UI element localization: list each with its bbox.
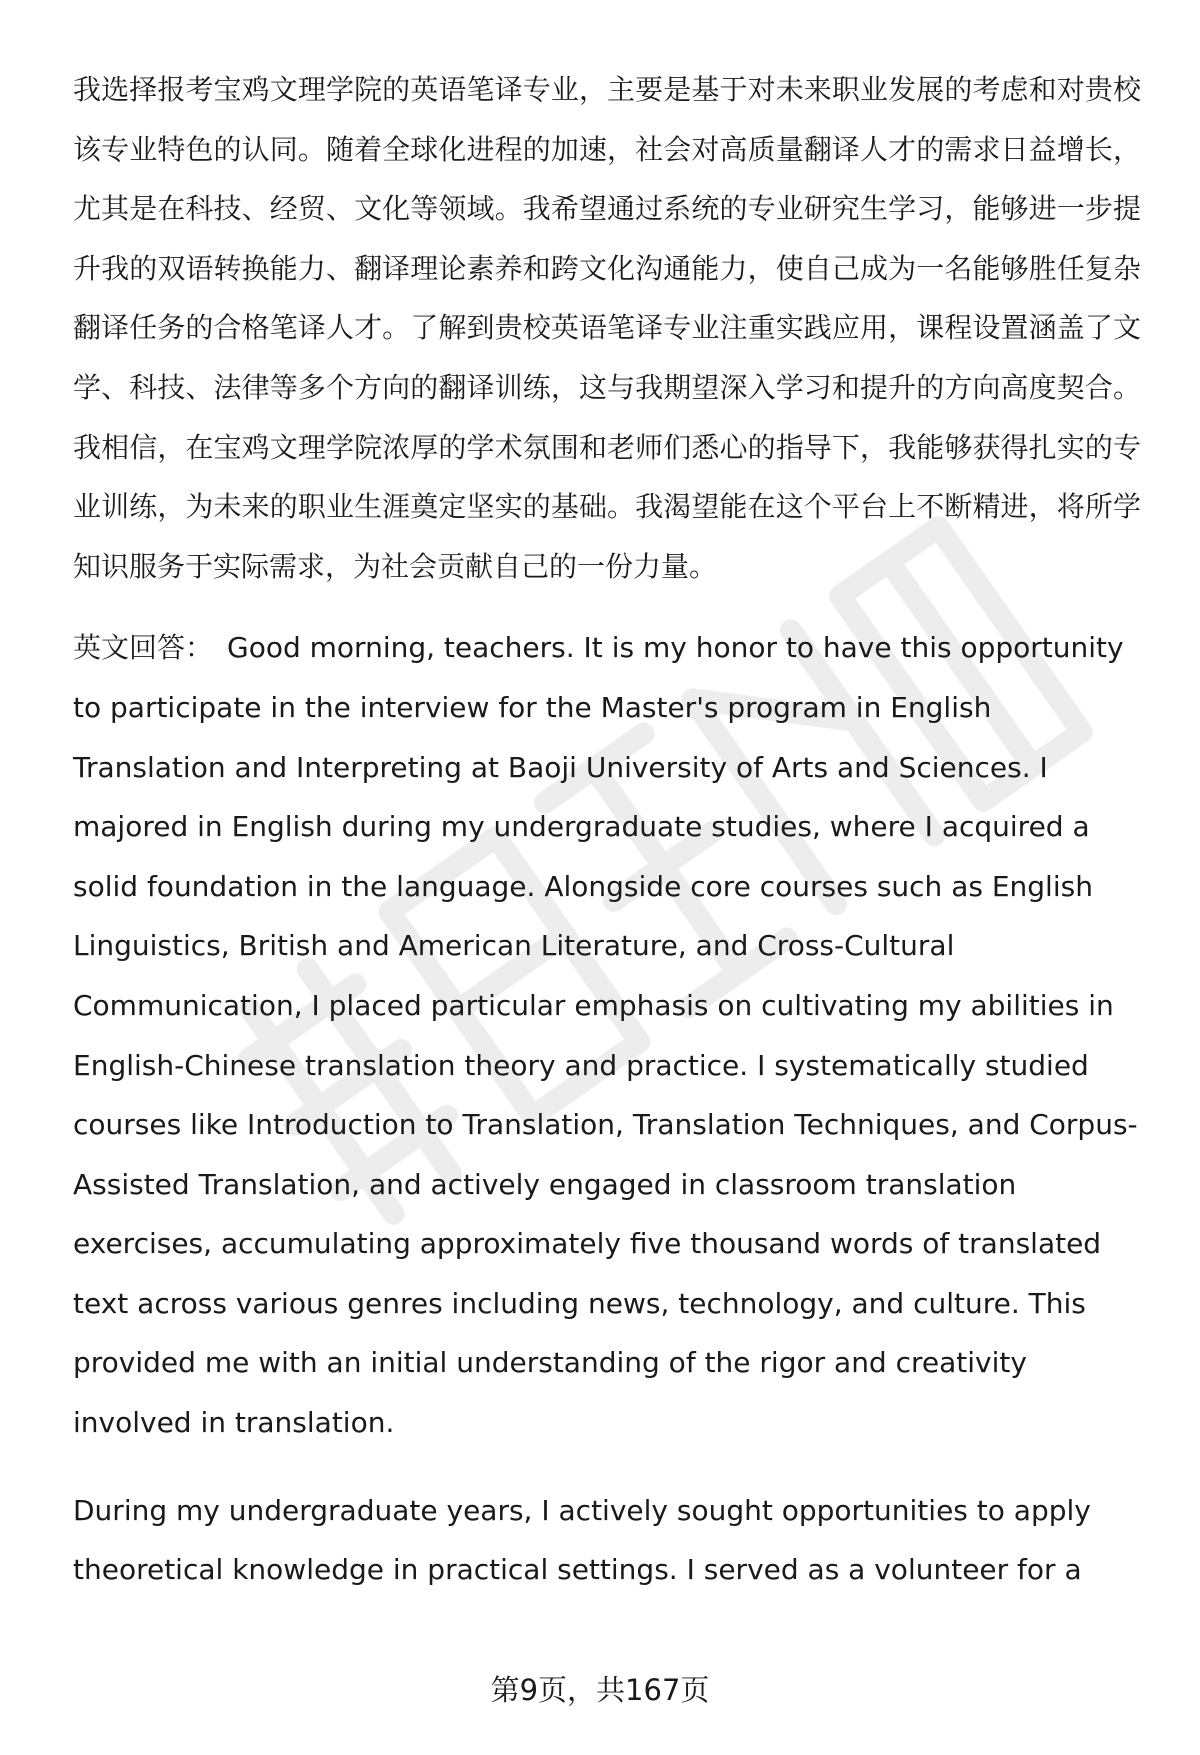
page-number: 第9页，共167页 [490, 1673, 710, 1707]
english-answer-paragraph [73, 618, 1141, 1452]
document-body [73, 60, 1141, 1600]
english-answer-text: Good morning, teachers. It is my honor to have this opportunity to participate in the interview for the Master's program in English Translation and Interpreting at Baoji University of Arts and Sciences. I majored in English during my undergraduate studies, where I acquired a solid foundation in the language. Alongside core courses such as English Linguistics, British and American Literature, and Cross-Cultural Communication, I placed particular emphasis on cultivating my abilities in English-Chinese translation theory and practice. I systematically studied courses like Introduction to Translation, Translation Techniques, and Corpus-Assisted Translation, and actively engaged in classroom translation exercises, accumulating approximately five thousand words of translated text across various genres including news, technology, and culture. This provided me with an initial understanding of the rigor and creativity involved in translation. [73, 631, 1138, 1440]
chinese-paragraph: 我选择报考宝鸡文理学院的英语笔译专业，主要是基于对未来职业发展的考虑和对贵校该专业特色的认同。随着全球化进程的加速，社会对高质量翻译人才的需求日益增长，尤其是在科技、经贸、文化等领域。我希望通过系统的专业研究生学习，能够进一步提升我的双语转换能力、翻译理论素养和跨文化沟通能力，使自己成为一名能够胜任复杂翻译任务的合格笔译人才。了解到贵校英语笔译专业注重实践应用，课程设置涵盖了文学、科技、法律等多个方向的翻译训练，这与我期望深入学习和提升的方向高度契合。我相信，在宝鸡文理学院浓厚的学术氛围和老师们悉心的指导下，我能够获得扎实的专业训练，为未来的职业生涯奠定坚实的基础。我渴望能在这个平台上不断精进，将所学知识服务于实际需求，为社会贡献自己的一份力量。 [73, 73, 1141, 583]
answer-label: 英文回答： [73, 631, 214, 665]
english-paragraph-2: During my undergraduate years, I actively sought opportunities to apply theoretical knowledge in practical settings. I served as a volunteer for a [73, 1493, 1091, 1587]
